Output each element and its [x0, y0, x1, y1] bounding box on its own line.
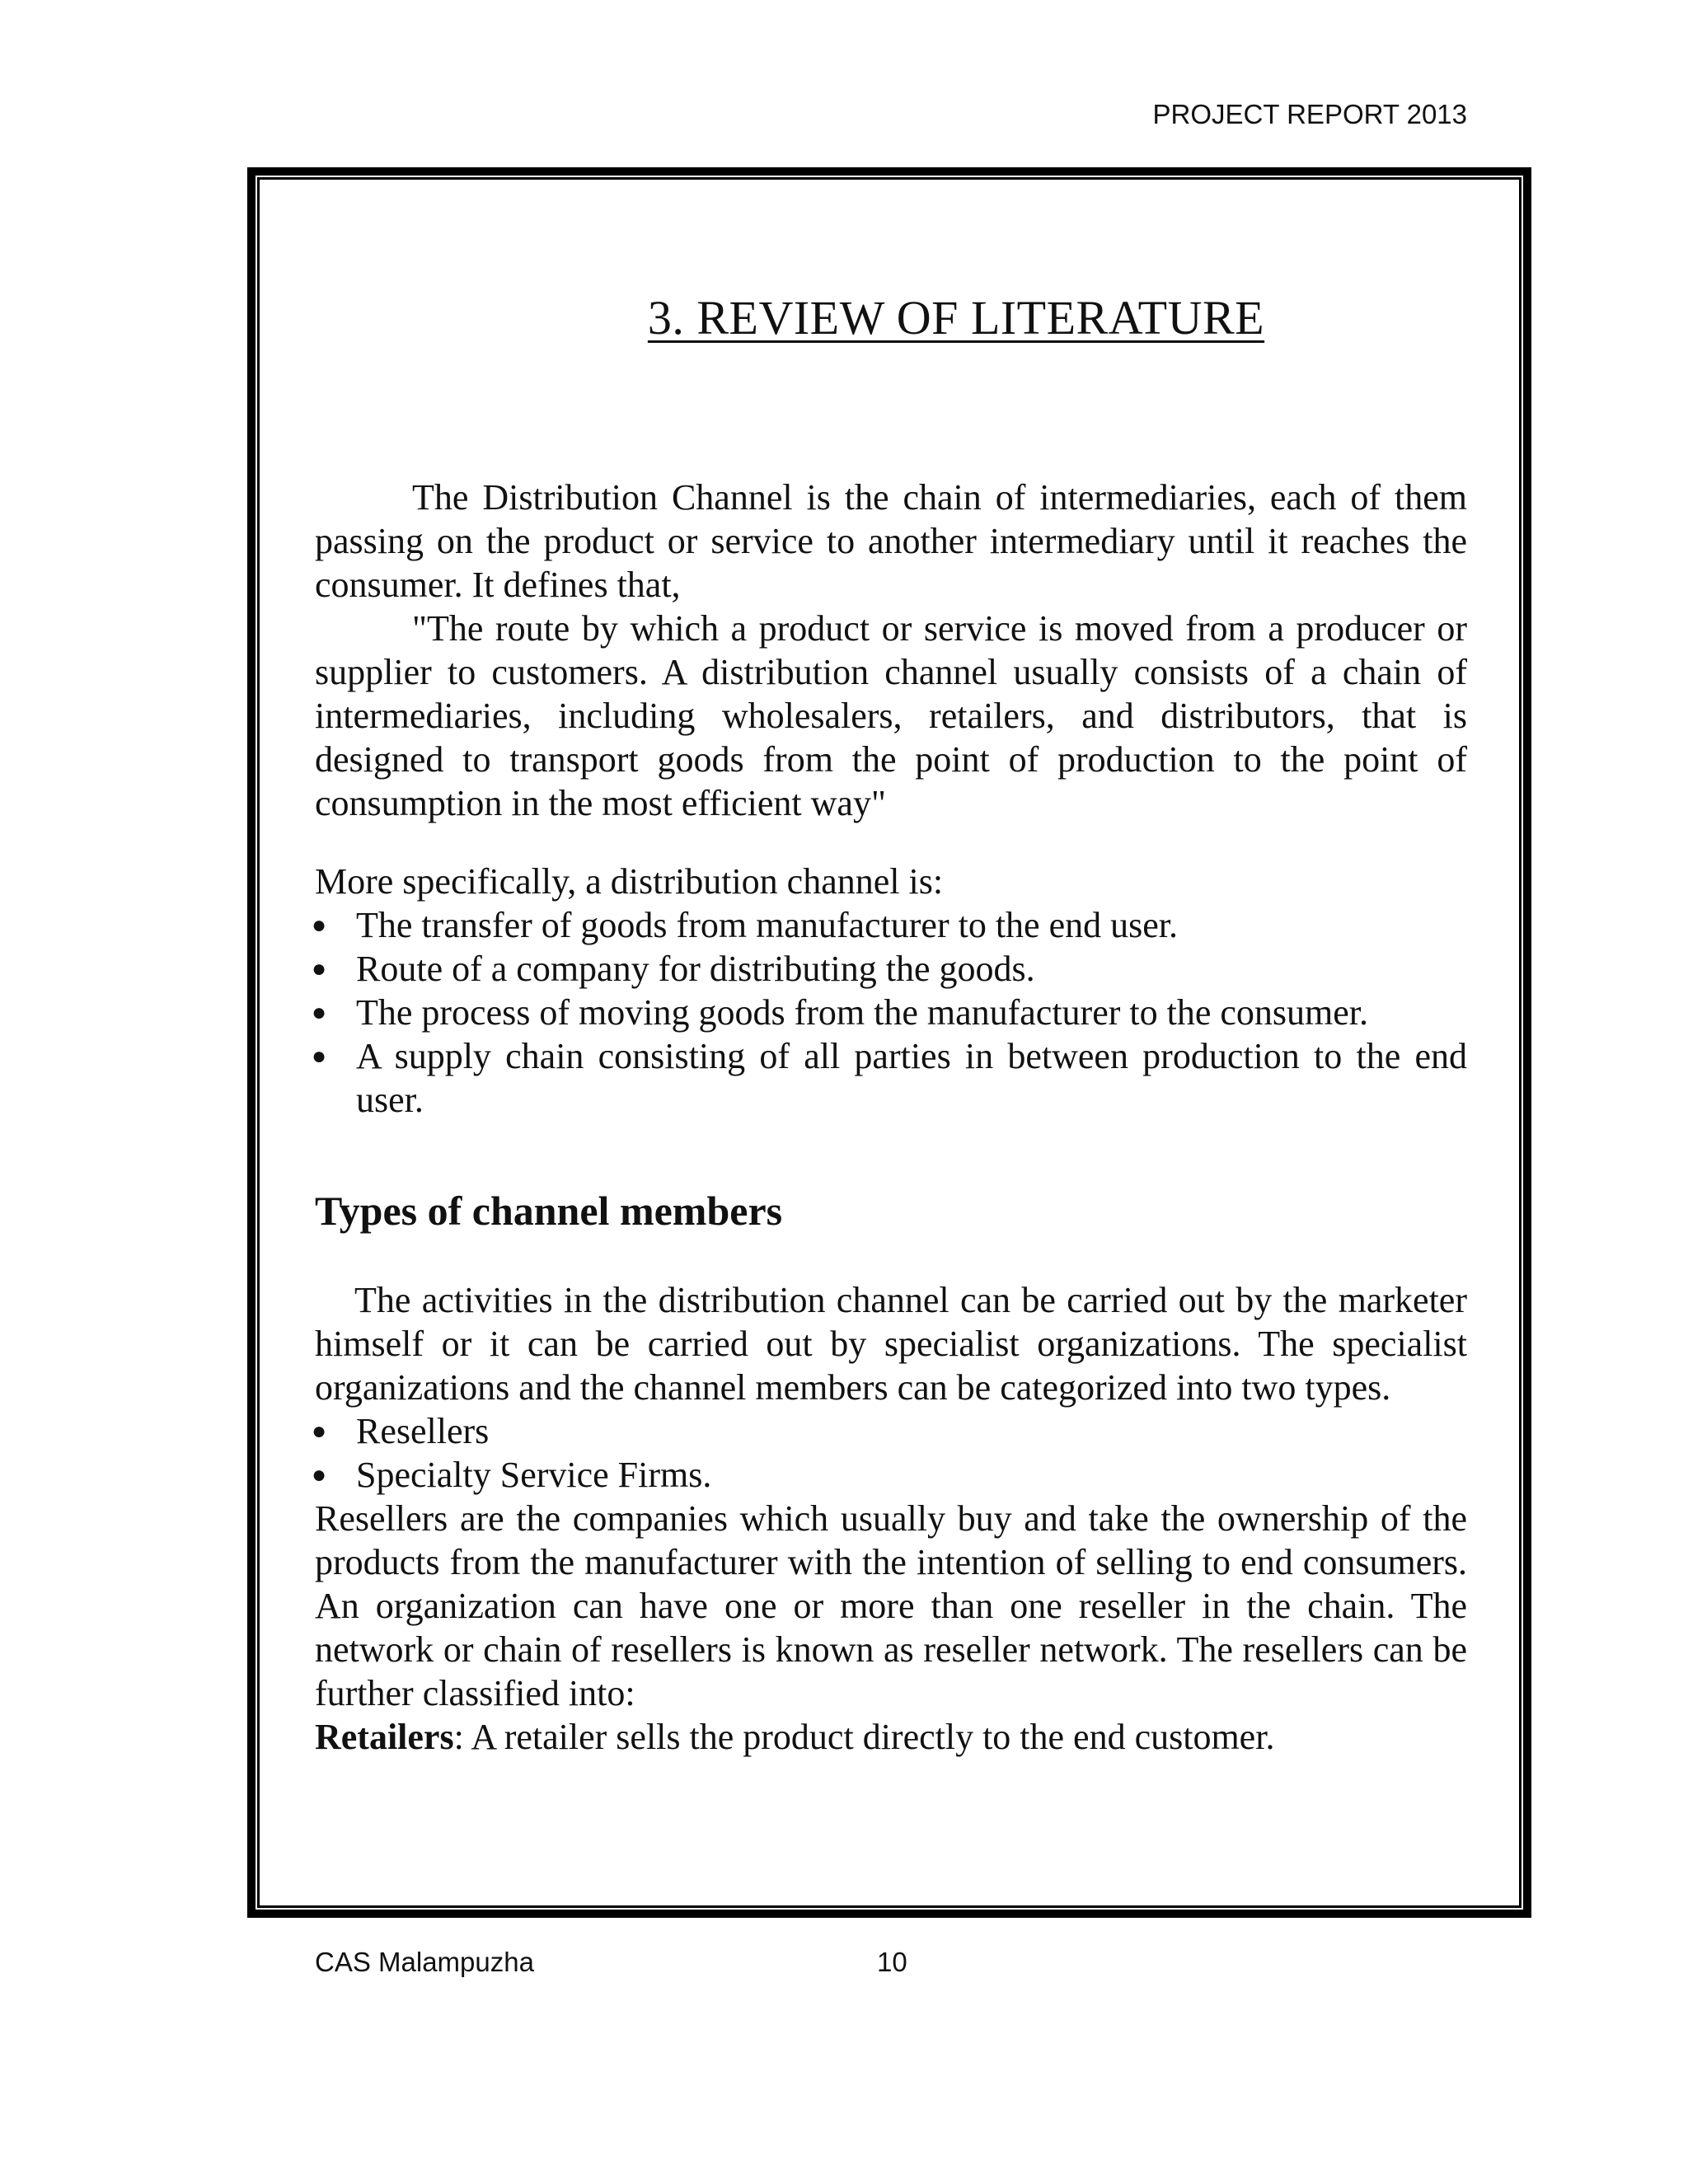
list-item-text: A supply chain consisting of all parties in between production to the end user.	[356, 1036, 1467, 1120]
retailers-definition: : A retailer sells the product directly to the end customer.	[453, 1717, 1275, 1757]
list-item-text: Resellers	[356, 1411, 490, 1451]
bullet-dot-icon: ●	[312, 912, 327, 939]
bullet-dot-icon: ●	[312, 1461, 327, 1488]
chapter-title: 3. REVIEW OF LITERATURE	[647, 291, 1265, 344]
list-item	[312, 1409, 1467, 1453]
list-item-text: Specialty Service Firms.	[356, 1455, 712, 1495]
channel-types-list	[312, 1409, 1467, 1497]
list-item-text: The process of moving goods from the manufacturer to the consumer.	[356, 992, 1369, 1033]
list-item	[312, 903, 1467, 947]
list-item	[312, 1453, 1467, 1497]
bullet-dot-icon: ●	[312, 999, 327, 1026]
retailers-paragraph	[315, 1715, 1467, 1759]
page-number: 10	[877, 1947, 907, 1977]
definition-list	[312, 903, 1467, 1122]
section-heading: Types of channel members	[315, 1188, 783, 1234]
list-item	[312, 1034, 1467, 1122]
bullet-dot-icon: ●	[312, 1418, 327, 1445]
list-item-text: Route of a company for distributing the goods.	[356, 949, 1035, 989]
definition-quote: "The route by which a product or service is moved from a producer or supplier to customers. A distribution channel usually consists of a chain of intermediaries, including wholesalers, retailers, and distributors, that is designed to transport goods from the point of production to the point of consumption in the most efficient way"	[315, 608, 1467, 823]
list-item	[312, 991, 1467, 1034]
running-header: PROJECT REPORT 2013	[1152, 99, 1467, 129]
list-item	[312, 947, 1467, 991]
bullet-dot-icon: ●	[312, 1043, 327, 1070]
specific-lead: More specifically, a distribution channel is:	[315, 861, 944, 902]
footer-institution: CAS Malampuzha	[315, 1947, 534, 1977]
page-content	[312, 280, 1467, 1759]
resellers-paragraph: Resellers are the companies which usually buy and take the ownership of the products from the manufacturer with the intention of selling to end consumers. An organization can have one or more than one reseller in the chain. The network or chain of resellers is known as reseller network. The resellers can be further classified into:	[315, 1498, 1467, 1713]
bullet-dot-icon: ●	[312, 955, 327, 982]
intro-paragraph: The Distribution Channel is the chain of intermediaries, each of them passing on the product or service to another intermediary until it reaches the consumer. It defines that,	[315, 477, 1467, 605]
retailers-term: Retailers	[315, 1717, 454, 1757]
list-item-text: The transfer of goods from manufacturer to the end user.	[356, 905, 1178, 945]
types-intro-paragraph: The activities in the distribution channel can be carried out by the marketer himself or it can be carried out by specialist organizations. The specialist organizations and the channel members can be categorized into two types.	[315, 1280, 1467, 1408]
